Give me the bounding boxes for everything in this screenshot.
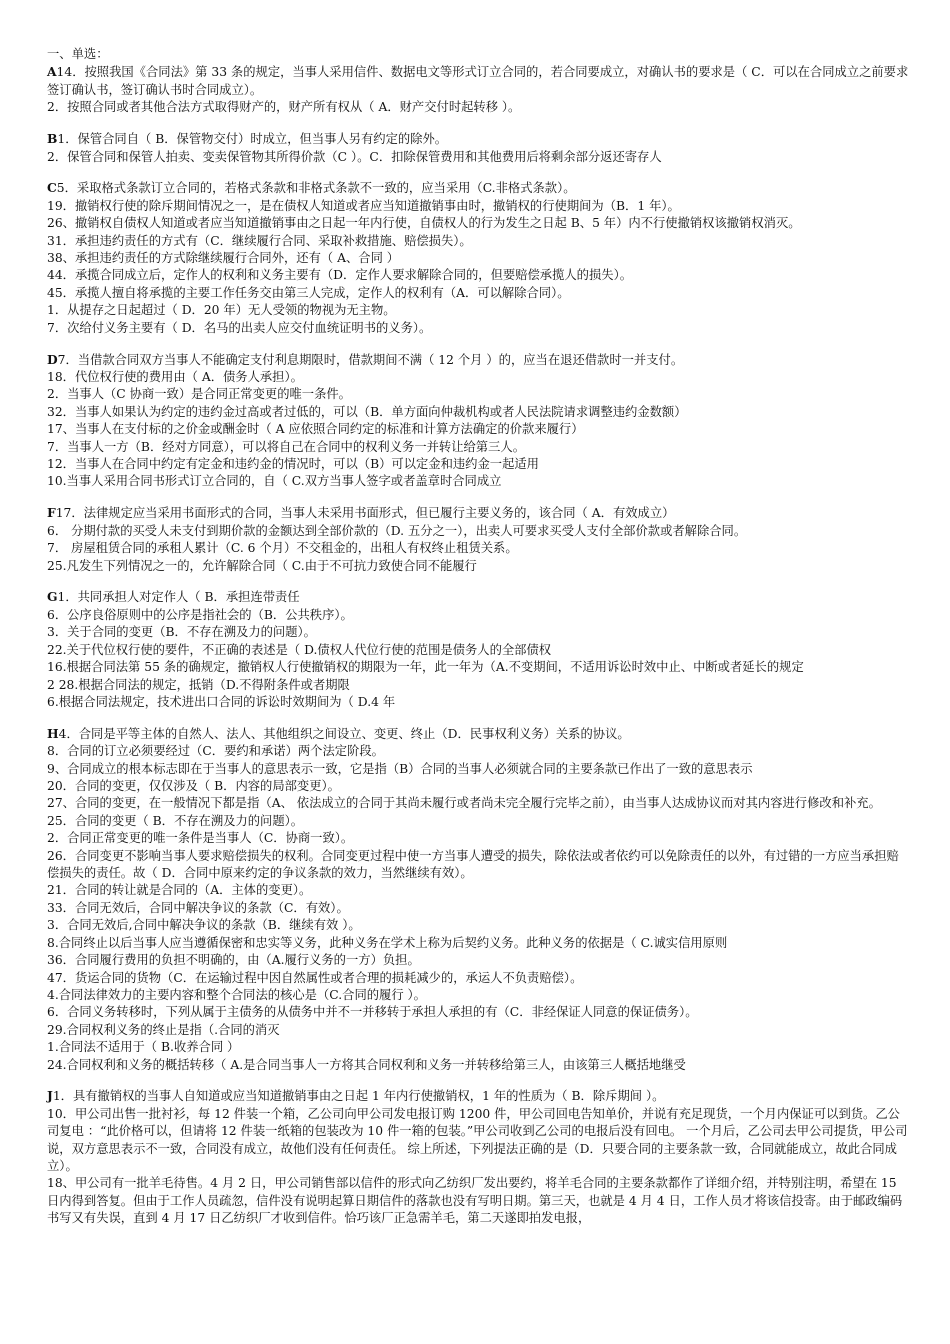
question-line — [47, 523, 909, 540]
question-text: 20．合同的变更，仅仅涉及（ B．内容的局部变更）。 — [47, 779, 340, 794]
question-text: 1．具有撤销权的当事人自知道或应当知道撤销事由之日起 1 年内行使撤销权，1 年的性质为（ B．除斥期间 ）。 — [52, 1089, 665, 1104]
question-text: 4．合同是平等主体的自然人、法人、其他组织之间设立、变更、终止（D．民事权利义务）关系的协议。 — [58, 726, 630, 741]
question-line — [47, 830, 909, 847]
question-line — [47, 421, 909, 438]
question-text: 24.合同权利和义务的概括转移（ A.是合同当事人一方将其合同权利和义务一并转移给第三人，由该第三人概括地继受 — [47, 1057, 686, 1072]
question-line — [47, 795, 909, 812]
question-text: 14．按照我国《合同法》第 33 条的规定，当事人采用信件、数据电文等形式订立合同的，若合同要成立，对确认书的要求是（ C．可以在合同成立之前要求签订确认书，签订确认书时合同成立）。 — [47, 65, 909, 97]
question-text: 6． 分期付款的买受人未支付到期价款的金额达到全部价款的（D. 五分之一），出卖人可要求买受人支付全部价款或者解除合同。 — [47, 523, 747, 538]
question-text: 10．甲公司出售一批衬衫，每 12 件装一个箱，乙公司向甲公司发电报订购 1200 件，甲公司回电告知单价，并说有充足现货，一个月内保证可以到货。乙公司复电 ：“此价格可以，但请将 12 件装一纸箱的包装改为 10 件一箱的包装。”甲公司收到乙公司的电报后没有回电。 一个月后，乙公司去甲公司提货，甲公司说，双方意思表示不一致，合同没有成立，故他们没有任何责任。 综上所述，下列提法正确的是（D．只要合同的主要条款一致，合同就能成立，故此合同成立）。 — [47, 1106, 908, 1174]
question-line — [47, 1004, 909, 1021]
question-line — [47, 1057, 909, 1074]
question-line — [47, 677, 909, 694]
question-text: 8.合同终止以后当事人应当遵循保密和忠实等义务，此种义务在学术上称为后契约义务。此种义务的依据是（ C.诚实信用原则 — [47, 935, 728, 950]
question-line — [47, 970, 909, 987]
section-letter: B — [47, 131, 58, 147]
question-text: 44．承揽合同成立后，定作人的权利和义务主要有（D．定作人要求解除合同的，但要赔偿承揽人的损失）。 — [47, 268, 633, 283]
question-text: 10.当事人采用合同书形式订立合同的，自（ C.双方当事人签字或者盖章时合同成立 — [47, 474, 502, 489]
question-text: 6．公序良俗原则中的公序是指社会的（B．公共秩序）。 — [47, 607, 353, 622]
question-line — [47, 99, 909, 116]
question-line — [47, 607, 909, 624]
section-g — [47, 588, 909, 711]
section-letter: G — [47, 589, 58, 605]
question-line — [47, 250, 909, 267]
question-text: 9、合同成立的根本标志即在于当事人的意思表示一致，它是指（B）合同的当事人必须就合同的主要条款已作出了一致的意思表示 — [47, 761, 753, 776]
question-text: 31．承担违约责任的方式有（C．继续履行合同、采取补救措施、赔偿损失）。 — [47, 233, 472, 248]
question-text: 2．保管合同和保管人拍卖、变卖保管物其所得价款（C ）。C．扣除保管费用和其他费用后将剩余部分返还寄存人 — [47, 149, 662, 164]
section-d — [47, 351, 909, 491]
question-line — [47, 439, 909, 456]
question-text: 25.凡发生下列情况之一的，允许解除合同（ C.由于不可抗力致使合同不能履行 — [47, 558, 477, 573]
question-line — [47, 63, 909, 99]
question-line — [47, 761, 909, 778]
section-a — [47, 63, 909, 116]
question-text: 3．关于合同的变更（B．不存在溯及力的问题）。 — [47, 625, 316, 640]
question-text: 8．合同的订立必须要经过（C．要约和承诺）两个法定阶段。 — [47, 744, 384, 759]
question-text: 22.关于代位权行使的要件，不正确的表述是（ D.债权人代位行使的范围是债务人的全部债权 — [47, 642, 552, 657]
question-text: 1．从提存之日起超过（ D．20 年）无人受领的物视为无主物。 — [47, 303, 396, 318]
question-line — [47, 1039, 909, 1056]
question-text: 2．按照合同或者其他合法方式取得财产的，财产所有权从（ A．财产交付时起转移 ）。 — [47, 100, 521, 115]
section-heading: 一、单选： — [47, 47, 109, 61]
question-line — [47, 351, 909, 369]
question-text: 4.合同法律效力的主要内容和整个合同法的核心是（C.合同的履行 ）。 — [47, 987, 426, 1002]
question-text: 1．共同承担人对定作人（ B．承担连带责任 — [57, 590, 300, 605]
question-text: 6．合同义务转移时，下列从属于主债务的从债务中并不一并移转于承担人承担的有（C．非经保证人同意的保证债务）。 — [47, 1005, 698, 1020]
question-text: 36．合同履行费用的负担不明确的，由（A.履行义务的一方）负担。 — [47, 953, 420, 968]
section-b — [47, 130, 909, 166]
question-text: 2．合同正常变更的唯一条件是当事人（C．协商一致）。 — [47, 831, 354, 846]
question-line — [47, 504, 909, 522]
section-letter: J — [47, 1088, 53, 1104]
question-text: 6.根据合同法规定，技术进出口合同的诉讼时效期间为（ D.4 年 — [47, 694, 396, 709]
section-j — [47, 1087, 909, 1227]
question-line — [47, 404, 909, 421]
question-line — [47, 1106, 909, 1176]
question-line — [47, 369, 909, 386]
section-letter: F — [47, 505, 56, 521]
question-text: 38、承担违约责任的方式除继续履行合同外，还有（ A、合同 ） — [47, 251, 400, 266]
question-text: 2．当事人（C 协商一致）是合同正常变更的唯一条件。 — [47, 387, 351, 402]
question-text: 3．合同无效后,合同中解决争议的条款（B．继续有效 ）。 — [47, 918, 361, 933]
question-text: 19．撤销权行使的除斥期间情况之一，是在债权人知道或者应当知道撤销事由时，撤销权的行使期间为（B．1 年）。 — [47, 198, 680, 213]
question-text: 17．法律规定应当采用书面形式的合同，当事人未采用书面形式，但已履行主要义务的，该合同（ A．有效成立） — [55, 506, 675, 521]
section-letter: D — [47, 351, 58, 367]
question-text: 7．当事人一方（B．经对方同意），可以将自己在合同中的权利义务一并转让给第三人。 — [47, 439, 525, 454]
question-line — [47, 233, 909, 250]
question-text: 47．货运合同的货物（C．在运输过程中因自然属性或者合理的损耗减少的，承运人不负责赔偿）。 — [47, 970, 583, 985]
question-line — [47, 149, 909, 166]
question-line — [47, 624, 909, 641]
question-sections — [47, 63, 909, 1227]
question-line — [47, 725, 909, 743]
question-line — [47, 456, 909, 473]
question-line — [47, 179, 909, 197]
section-h — [47, 725, 909, 1074]
question-line — [47, 694, 909, 711]
question-line — [47, 198, 909, 215]
question-line — [47, 882, 909, 899]
question-line — [47, 1175, 909, 1227]
section-letter: H — [47, 725, 59, 741]
question-line — [47, 642, 909, 659]
question-line — [47, 473, 909, 490]
question-text: 21．合同的转让就是合同的（A．主体的变更）。 — [47, 883, 312, 898]
question-line — [47, 558, 909, 575]
section-letter: A — [47, 64, 57, 80]
question-text: 27、合同的变更，在一般情况下都是指（A、 依法成立的合同于其尚未履行或者尚未完全履行完毕之前），由当事人达成协议而对其内容进行修改和补充。 — [47, 796, 881, 811]
question-line — [47, 1087, 909, 1105]
section-f — [47, 504, 909, 575]
question-line — [47, 778, 909, 795]
question-line — [47, 215, 909, 232]
question-text: 29.合同权利义务的终止是指（.合同的消灭 — [47, 1022, 280, 1037]
question-text: 12．当事人在合同中约定有定金和违约金的情况时，可以（B）可以定金和违约金一起适用 — [47, 457, 539, 472]
question-text: 17、当事人在支付标的之价金或酬金时（ A 应依照合同约定的标准和计算方法确定的价款来履行） — [47, 422, 584, 437]
question-line — [47, 540, 909, 557]
question-line — [47, 130, 909, 148]
question-text: 5．采取格式条款订立合同的，若格式条款和非格式条款不一致的，应当采用（C.非格式条款）。 — [56, 181, 576, 196]
question-line — [47, 813, 909, 830]
question-text: 16.根据合同法第 55 条的确规定，撤销权人行使撤销权的期限为一年，此一年为（A.不变期间，不适用诉讼时效中止、中断或者延长的规定 — [47, 660, 804, 675]
question-line — [47, 386, 909, 403]
question-line — [47, 743, 909, 760]
question-line — [47, 588, 909, 606]
question-text: 18．代位权行使的费用由（ A．债务人承担）。 — [47, 370, 303, 384]
question-text: 2 28.根据合同法的规定，抵销（D.不得附条件或者期限 — [47, 677, 350, 692]
question-line — [47, 659, 909, 676]
question-text: 33．合同无效后，合同中解决争议的条款（C．有效）。 — [47, 900, 349, 915]
question-line — [47, 267, 909, 284]
question-text: 26、撤销权自债权人知道或者应当知道撤销事由之日起一年内行使，自债权人的行为发生之日起 B、5 年）内不行使撤销权该撤销权消灭。 — [47, 216, 801, 231]
question-line — [47, 917, 909, 934]
question-line — [47, 935, 909, 952]
question-line — [47, 952, 909, 969]
section-letter: C — [47, 180, 57, 196]
question-line — [47, 900, 909, 917]
question-text: 18、甲公司有一批羊毛待售。4 月 2 日，甲公司销售部以信件的形式向乙纺织厂发出要约，将羊毛合同的主要条款都作了详细介绍，并特别注明，希望在 15 日内得到答复。但由于工作人员疏忽，信件没有说明起算日期信件的落款也没有写明日期。第三天，也就是 4 月 4 日，工作人员才将该信投寄。由于邮政编码书写又有失误，直到 4 月 17 日乙纺织厂才收到信件。恰巧该厂正急需羊毛，第二天遂即拍发电报， — [47, 1176, 903, 1226]
question-line — [47, 848, 909, 883]
question-text: 7．次给付义务主要有（ D．名马的出卖人应交付血统证明书的义务）。 — [47, 320, 432, 335]
question-text: 7．当借款合同双方当事人不能确定支付利息期限时，借款期间不满（ 12 个月 ）的，应当在退还借款时一并支付。 — [57, 352, 684, 367]
question-text: 7． 房屋租赁合同的承租人累计（C. 6 个月）不交租金的，出租人有权终止租赁关系。 — [47, 541, 518, 556]
question-line — [47, 1022, 909, 1039]
question-line — [47, 285, 909, 302]
question-text: 1.合同法不适用于（ B.收养合同 ） — [47, 1040, 240, 1055]
question-text: 25．合同的变更（ B．不存在溯及力的问题）。 — [47, 813, 304, 828]
question-line — [47, 320, 909, 337]
question-line — [47, 987, 909, 1004]
question-text: 26．合同变更不影响当事人要求赔偿损失的权利。合同变更过程中使一方当事人遭受的损失，除依法或者依约可以免除责任的以外，有过错的一方应当承担赔偿损失的责任。故（ D．合同中原来约定的争议条款的效力，当然继续有效）。 — [47, 848, 899, 881]
question-line — [47, 302, 909, 319]
question-text: 32．当事人如果认为约定的违约金过高或者过低的，可以（B．单方面向仲裁机构或者人民法院请求调整违约金数额） — [47, 404, 687, 419]
question-text: 1．保管合同自（ B．保管物交付）时成立，但当事人另有约定的除外。 — [57, 132, 448, 147]
section-c — [47, 179, 909, 337]
document-body — [47, 46, 909, 1241]
question-text: 45．承揽人擅自将承揽的主要工作任务交由第三人完成，定作人的权利有（A．可以解除合同）。 — [47, 285, 570, 300]
